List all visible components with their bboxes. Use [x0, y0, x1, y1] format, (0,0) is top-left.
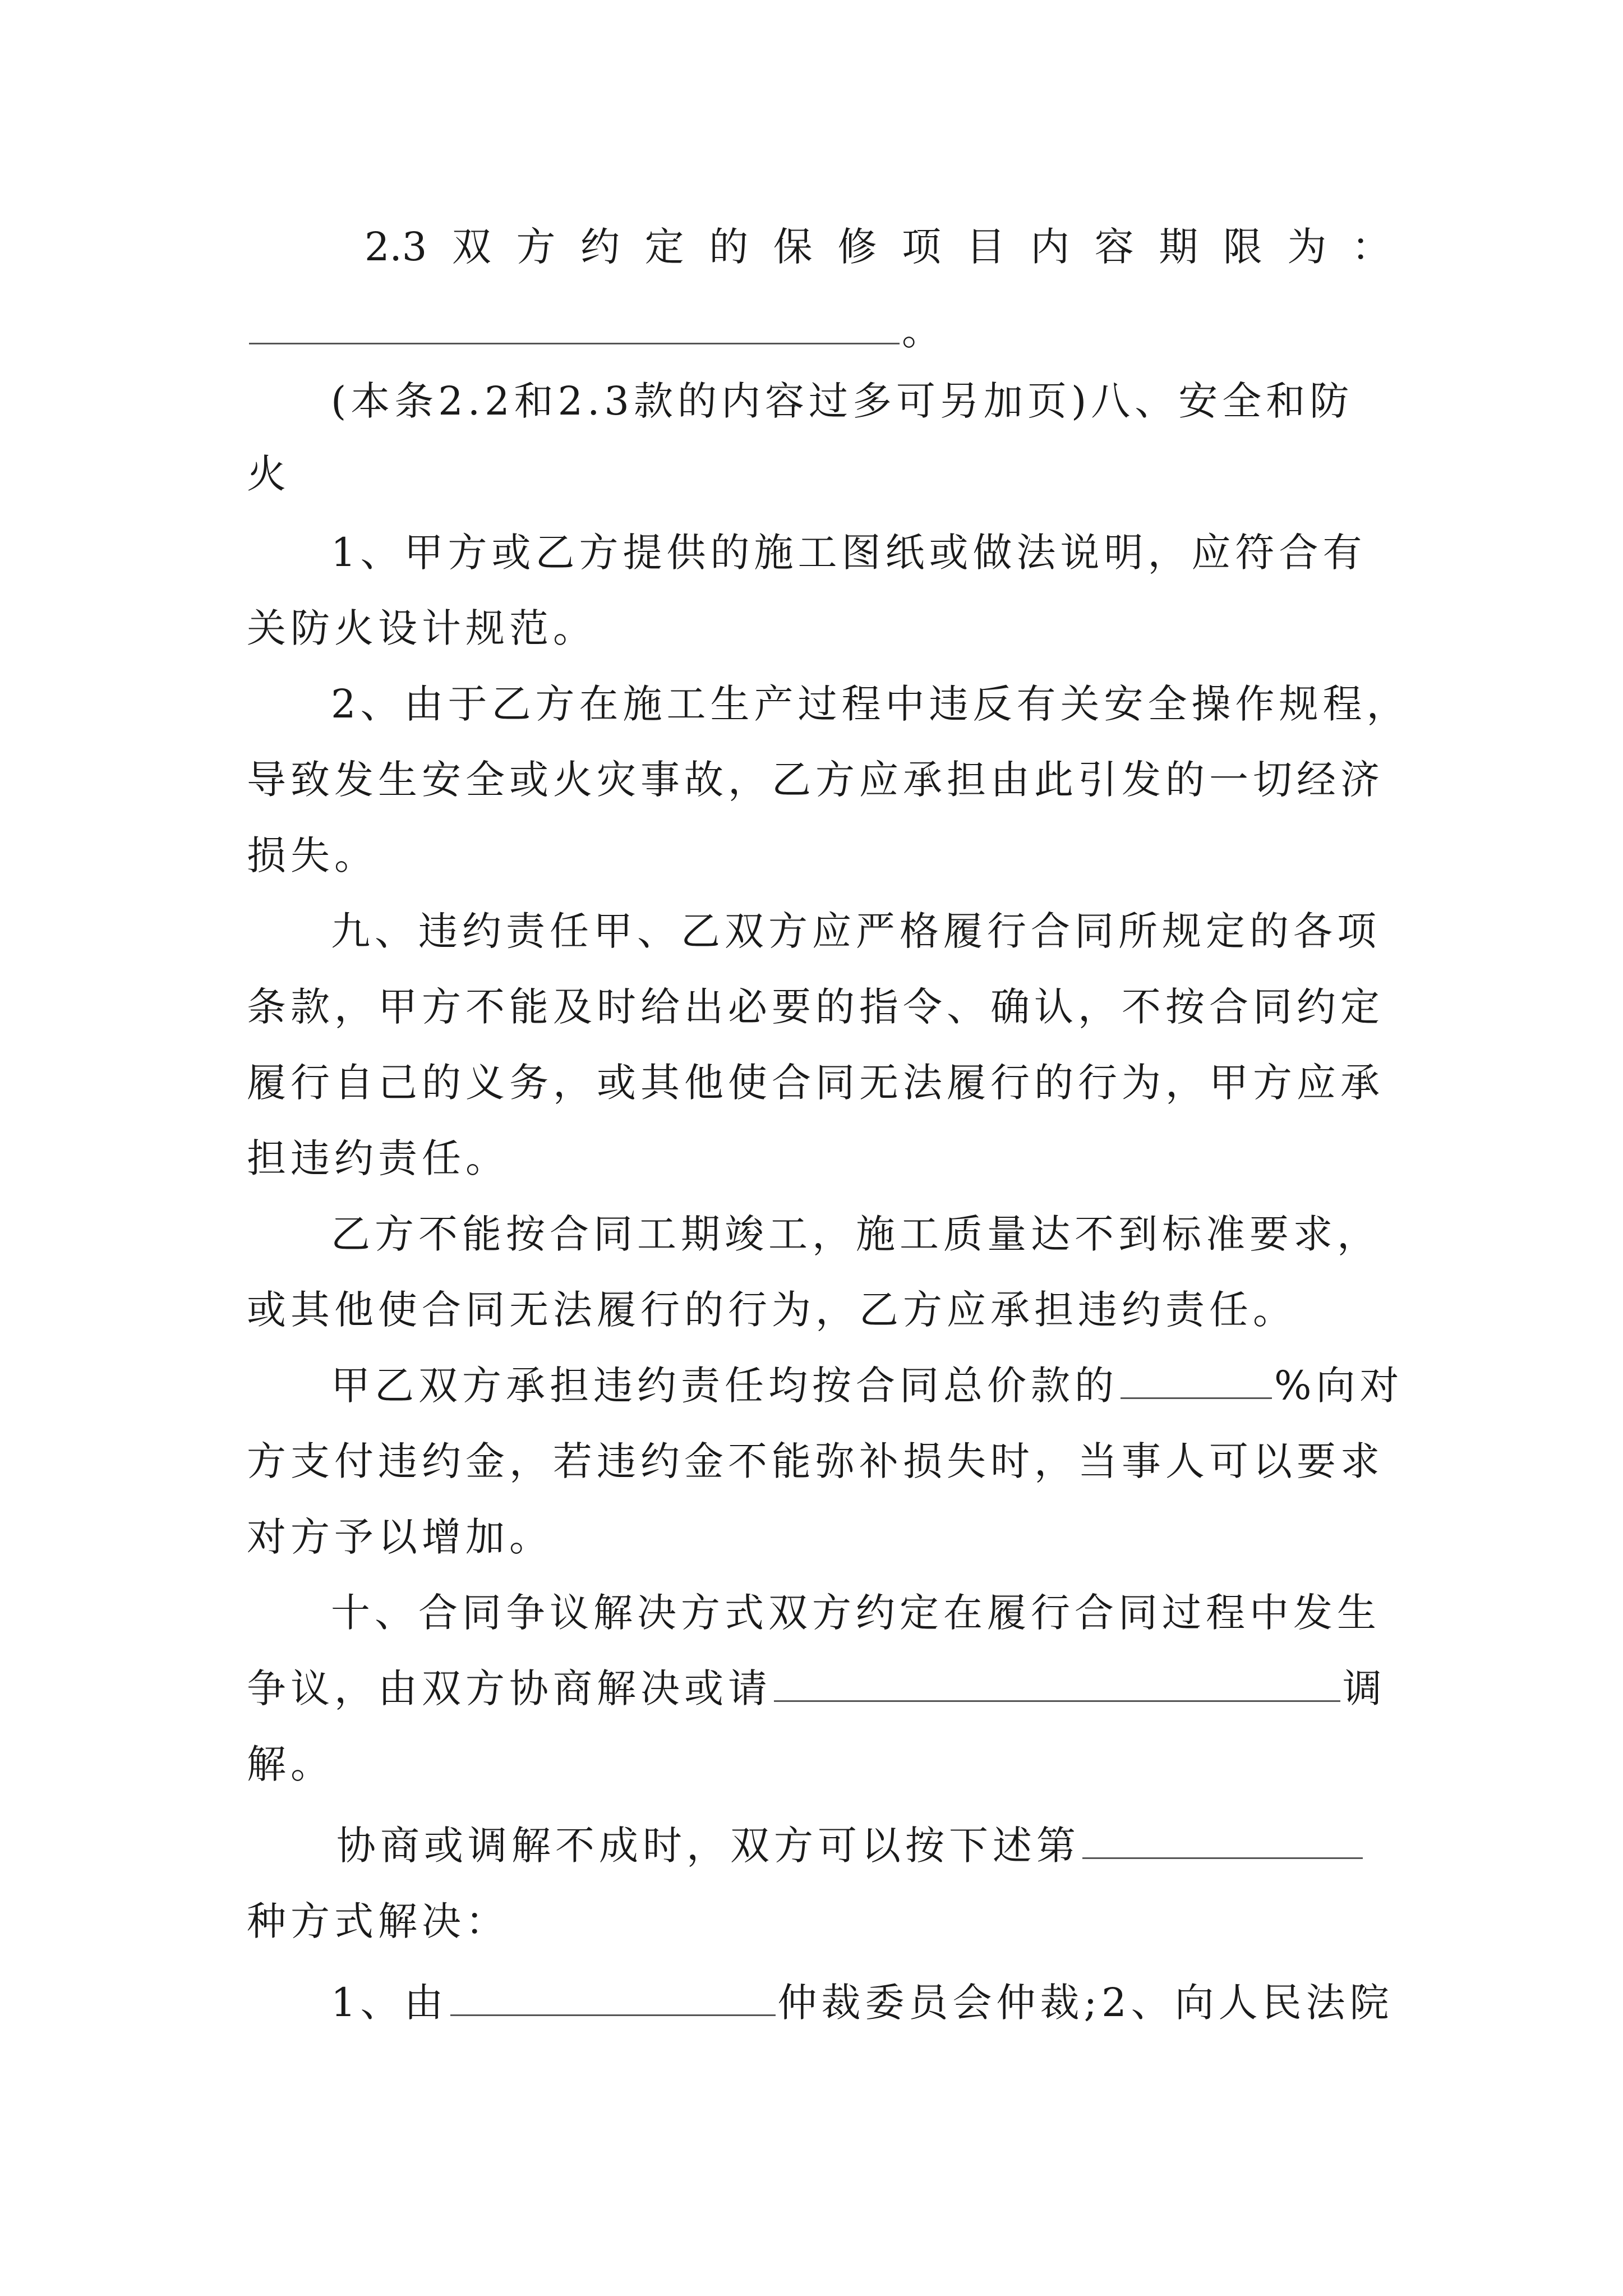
period-mark: 。	[902, 308, 946, 354]
paragraph-line	[0, 968, 1623, 1046]
heading-char: 保	[773, 224, 813, 270]
paragraph-line	[0, 1649, 1623, 1728]
heading-char: ：	[1352, 224, 1391, 270]
paragraph-line	[0, 1498, 1623, 1576]
fire-clause-2-cont-1: 导致发生安全或火灾事故，乙方应承担由此引发的一切经济	[247, 757, 1384, 803]
paragraph-line	[0, 589, 1623, 668]
section-ten-line-2-end: 调	[1343, 1665, 1386, 1711]
heading-char: 内	[1030, 224, 1070, 270]
paragraph-line	[0, 513, 1623, 592]
paragraph-line	[0, 1195, 1623, 1273]
heading-char: 期	[1159, 224, 1198, 270]
section-ten-line-3: 解。	[247, 1741, 334, 1787]
heading-char: 约	[580, 224, 620, 270]
paragraph-line	[0, 362, 1623, 440]
paragraph-line	[0, 740, 1623, 819]
penalty-percent-blank[interactable]	[1121, 1364, 1272, 1399]
paragraph-line	[0, 892, 1623, 970]
heading-char: 限	[1223, 224, 1262, 270]
section-nine-line-1: 九、违约责任甲、乙双方应严格履行合同所规定的各项	[331, 908, 1381, 954]
resolution-choice-text: 协商或调解不成时，双方可以按下述第	[336, 1823, 1080, 1869]
penalty-line-end: %向对	[1274, 1363, 1404, 1409]
mediator-blank[interactable]	[774, 1667, 1340, 1702]
paragraph-line	[0, 1346, 1623, 1425]
paragraph-line	[0, 665, 1623, 743]
paragraph-line	[0, 1806, 1623, 1885]
paragraph-line	[0, 1422, 1623, 1501]
paragraph-line	[0, 435, 1623, 513]
paragraph-line	[0, 1043, 1623, 1122]
note-and-section-eight-title: (本条2.2和2.3款的内容过多可另加页)八、安全和防	[331, 378, 1354, 424]
heading-char: 双	[451, 224, 491, 270]
clause-2-3-line	[0, 208, 1623, 286]
paragraph-line	[0, 1725, 1623, 1803]
section-nine-line-4: 担违约责任。	[247, 1135, 509, 1181]
heading-char: 方	[516, 224, 556, 270]
penalty-line-3: 对方予以增加。	[247, 1514, 553, 1560]
paragraph-line	[0, 1271, 1623, 1349]
heading-char: 容	[1094, 224, 1134, 270]
heading-char: 项	[901, 224, 941, 270]
warranty-period-blank[interactable]	[249, 309, 900, 344]
fire-clause-2: 2、由于乙方在施工生产过程中违反有关安全操作规程，	[331, 681, 1410, 727]
heading-char: 为	[1287, 224, 1327, 270]
section-nine-line-3: 履行自己的义务，或其他使合同无法履行的行为，甲方应承	[247, 1060, 1384, 1106]
paragraph-line	[0, 816, 1623, 895]
penalty-line-text: 甲乙双方承担违约责任均按合同总价款的	[331, 1363, 1118, 1409]
fire-clause-1: 1、甲方或乙方提供的施工图纸或做法说明，应符合有	[331, 530, 1367, 576]
arbitration-option-end: 仲裁委员会仲裁;2、向人民法院	[777, 1980, 1394, 2026]
party-b-breach-line-1: 乙方不能按合同工期竣工，施工质量达不到标准要求，	[331, 1211, 1381, 1257]
arbitration-committee-blank[interactable]	[450, 1981, 776, 2016]
heading-char: 修	[837, 224, 877, 270]
paragraph-line	[0, 1573, 1623, 1652]
heading-char: 2.3	[365, 224, 427, 270]
heading-char: 的	[709, 224, 749, 270]
clause-2-3-blank-line	[0, 292, 1623, 370]
section-ten-line-2-text: 争议，由双方协商解决或请	[247, 1665, 772, 1711]
penalty-line-2: 方支付违约金，若违约金不能弥补损失时，当事人可以要求	[247, 1438, 1384, 1484]
paragraph-line	[0, 1963, 1623, 2042]
arbitration-option-start: 1、由	[331, 1980, 448, 2026]
party-b-breach-line-2: 或其他使合同无法履行的行为，乙方应承担违约责任。	[247, 1287, 1297, 1333]
resolution-choice-cont: 种方式解决：	[247, 1898, 509, 1944]
heading-char: 目	[966, 224, 1006, 270]
heading-char: 定	[644, 224, 684, 270]
paragraph-line	[0, 1882, 1623, 1961]
paragraph-line	[0, 1119, 1623, 1198]
resolution-choice-blank[interactable]	[1082, 1824, 1363, 1859]
section-ten-line-1: 十、合同争议解决方式双方约定在履行合同过程中发生	[331, 1590, 1381, 1636]
fire-clause-2-cont-2: 损失。	[247, 832, 378, 878]
fire-clause-1-cont: 关防火设计规范。	[247, 605, 597, 651]
section-nine-line-2: 条款，甲方不能及时给出必要的指令、确认，不按合同约定	[247, 984, 1384, 1030]
section-eight-title-cont: 火	[247, 451, 291, 497]
clause-2-3-heading	[365, 208, 1391, 286]
